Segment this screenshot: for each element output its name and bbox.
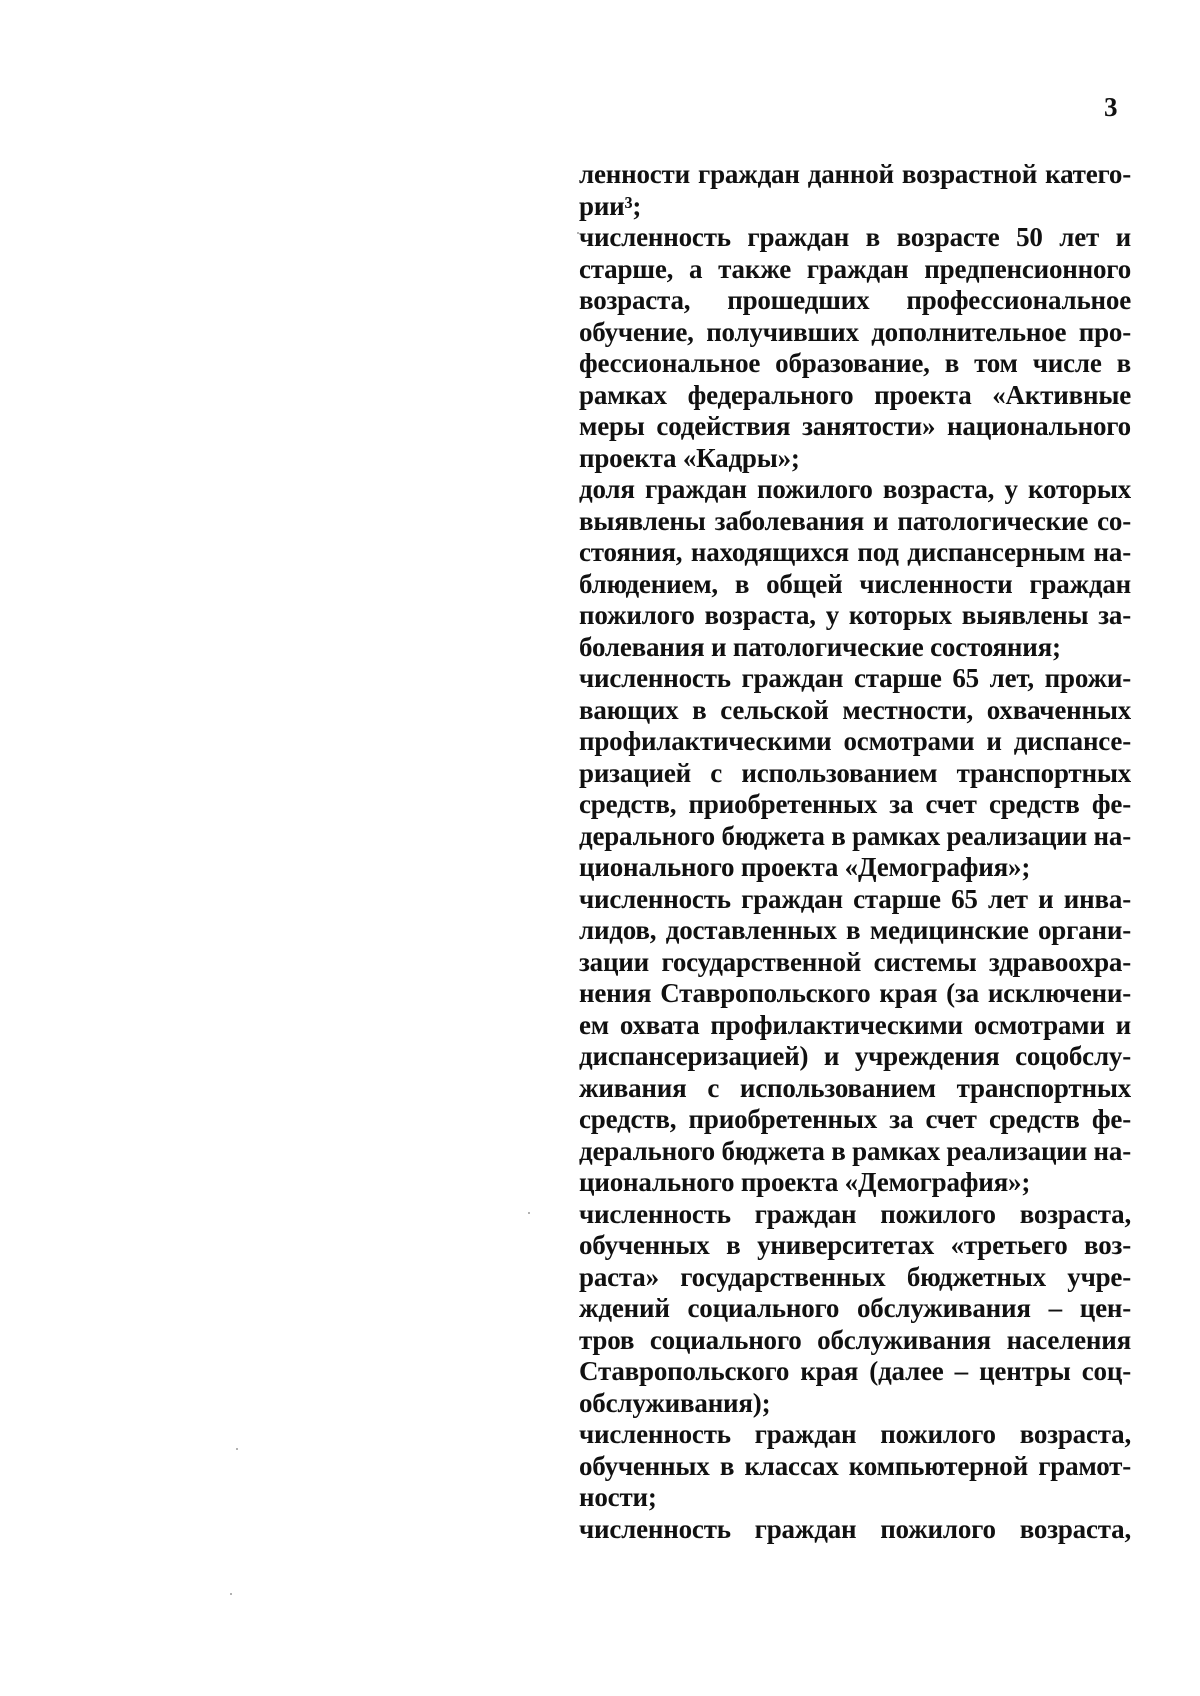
text-line: численность граждан в возрасте 50 лет и <box>579 222 1131 252</box>
text-line: численность граждан старше 65 лет и инва- <box>579 883 1131 914</box>
text-line: зации государственной системы здравоохра- <box>579 946 1131 977</box>
text-line: численность граждан старше 65 лет, прожи- <box>579 663 1131 693</box>
text-line: доля граждан пожилого возраста, у которых <box>579 474 1131 504</box>
scan-speck <box>528 1212 530 1214</box>
text-line: проекта «Кадры»; <box>579 442 800 473</box>
text-line: дерального бюджета в рамках реализации на- <box>579 820 1131 851</box>
text-line: пожилого возраста, у которых выявлены за- <box>579 600 1131 630</box>
text-line: диспансеризацией) и учреждения соцобслу- <box>579 1041 1131 1071</box>
text-line: ционального проекта «Демография»; <box>579 852 1031 882</box>
text-line: болевания и патологические состояния; <box>579 631 1061 662</box>
text-line: рии³; <box>579 190 642 221</box>
text-line: тров социального обслуживания населения <box>579 1324 1131 1355</box>
text-line: ционального проекта «Демография»; <box>579 1167 1031 1197</box>
scan-speck <box>577 232 579 234</box>
text-line: Ставропольского края (далее – центры соц- <box>579 1356 1131 1386</box>
text-line: обученных в классах компьютерной грамот- <box>579 1450 1131 1481</box>
text-line: профилактическими осмотрами и диспансе- <box>579 726 1131 756</box>
text-line: ем охвата профилактическими осмотрами и <box>579 1009 1131 1040</box>
text-line: возраста, прошедших профессиональное <box>579 285 1131 315</box>
text-line: средств, приобретенных за счет средств фе- <box>579 789 1131 819</box>
text-line: старше, а также граждан предпенсионного <box>579 253 1131 284</box>
text-line: блюдением, в общей численности граждан <box>579 568 1131 599</box>
text-line: меры содействия занятости» национального <box>579 411 1131 441</box>
page-number: 3 <box>1104 92 1118 122</box>
text-line: нения Ставропольского края (за исключени- <box>579 978 1131 1008</box>
text-line: численность граждан пожилого возраста, <box>579 1513 1131 1544</box>
body-text-column <box>579 159 1131 1545</box>
text-line: ности; <box>579 1482 657 1512</box>
text-line: лидов, доставленных в медицинские органи- <box>579 915 1131 945</box>
text-line: средств, приобретенных за счет средств фе- <box>579 1104 1131 1134</box>
text-line: обученных в университетах «третьего воз- <box>579 1230 1131 1260</box>
text-line: ждений социального обслуживания – цен- <box>579 1293 1131 1323</box>
text-line: численность граждан пожилого возраста, <box>579 1419 1131 1449</box>
text-line: обслуживания); <box>579 1387 771 1418</box>
text-line: рамках федерального проекта «Активные <box>579 379 1131 410</box>
text-line: фессиональное образование, в том числе в <box>579 348 1131 378</box>
text-line: стояния, находящихся под диспансерным на- <box>579 537 1131 567</box>
text-line: раста» государственных бюджетных учре- <box>579 1261 1131 1292</box>
text-line: обучение, получивших дополнительное про- <box>579 316 1131 347</box>
text-line: выявлены заболевания и патологические со- <box>579 505 1131 536</box>
text-line: численность граждан пожилого возраста, <box>579 1198 1131 1229</box>
text-line: ленности граждан данной возрастной катего- <box>579 159 1131 189</box>
scan-speck <box>236 1448 238 1450</box>
text-line: живания с использованием транспортных <box>579 1072 1131 1103</box>
text-line: дерального бюджета в рамках реализации на- <box>579 1135 1131 1166</box>
text-line: вающих в сельской местности, охваченных <box>579 694 1131 725</box>
text-line: ризацией с использованием транспортных <box>579 757 1131 788</box>
scan-speck <box>230 1593 232 1595</box>
